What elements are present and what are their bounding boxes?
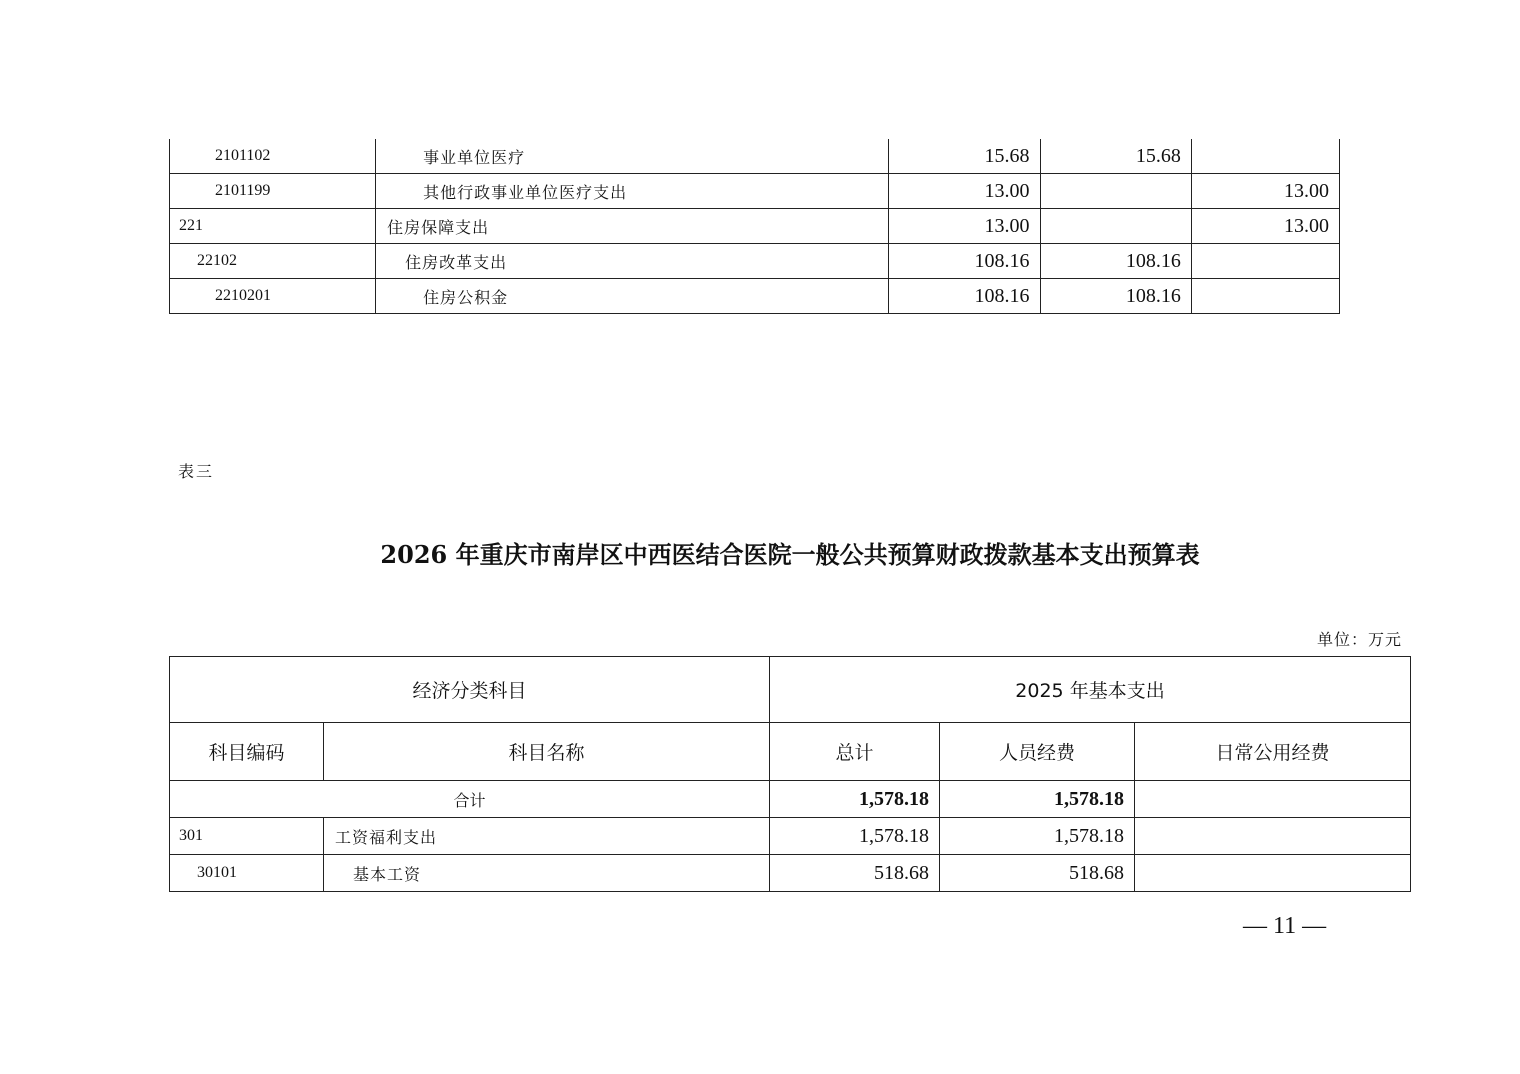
total-value: 13.00 [889,209,1040,244]
subject-code: 22102 [170,244,376,279]
personnel-value: 518.68 [940,855,1135,892]
daily-value [1135,781,1411,818]
group-header-row [170,657,1411,723]
subject-name: 住房改革支出 [376,244,889,279]
personnel-value: 1,578.18 [940,818,1135,855]
subject-name: 事业单位医疗 [376,139,889,174]
table-label: 表三 [178,462,215,481]
total-label: 合计 [170,781,770,818]
other-value: 13.00 [1191,174,1339,209]
other-value [1191,244,1339,279]
economic-classification-header: 经济分类科目 [170,657,770,723]
subject-code: 30101 [170,855,324,892]
column-header-code: 科目编码 [170,723,324,781]
total-value: 108.16 [889,244,1040,279]
column-header-row [170,723,1411,781]
other-value: 13.00 [1191,209,1339,244]
column-header-name: 科目名称 [324,723,770,781]
subject-name: 工资福利支出 [324,818,770,855]
table-row [170,244,1340,279]
total-value: 108.16 [889,279,1040,314]
table-row [170,818,1411,855]
table-row [170,279,1340,314]
total-row [170,781,1411,818]
personnel-value [1040,209,1191,244]
personnel-value: 108.16 [1040,244,1191,279]
personnel-value: 15.68 [1040,139,1191,174]
total-value: 15.68 [889,139,1040,174]
personnel-value: 1,578.18 [940,781,1135,818]
table-row [170,855,1411,892]
subject-name: 基本工资 [324,855,770,892]
column-header-total: 总计 [770,723,940,781]
page-number: — 11 — [1243,913,1327,939]
subject-code: 2101102 [170,139,376,174]
column-header-personnel: 人员经费 [940,723,1135,781]
personnel-value [1040,174,1191,209]
total-value: 1,578.18 [770,781,940,818]
subject-code: 221 [170,209,376,244]
personnel-value: 108.16 [1040,279,1191,314]
daily-value [1135,855,1411,892]
column-header-daily: 日常公用经费 [1135,723,1411,781]
unit-note: 单位：万元 [1316,630,1402,649]
total-value: 518.68 [770,855,940,892]
page-title: 2026 年重庆市南岸区中西医结合医院一般公共预算财政拨款基本支出预算表 [380,540,1200,569]
subject-name: 其他行政事业单位医疗支出 [376,174,889,209]
total-value: 13.00 [889,174,1040,209]
subject-code: 301 [170,818,324,855]
daily-value [1135,818,1411,855]
subject-code: 2101199 [170,174,376,209]
other-value [1191,279,1339,314]
table-row [170,139,1340,174]
total-value: 1,578.18 [770,818,940,855]
basic-expenditure-header: 2025 年基本支出 [770,657,1411,723]
table-row [170,174,1340,209]
subject-name: 住房公积金 [376,279,889,314]
subject-name: 住房保障支出 [376,209,889,244]
continued-budget-table [169,139,1340,314]
table-row [170,209,1340,244]
subject-code: 2210201 [170,279,376,314]
basic-expenditure-table [169,656,1411,892]
other-value [1191,139,1339,174]
